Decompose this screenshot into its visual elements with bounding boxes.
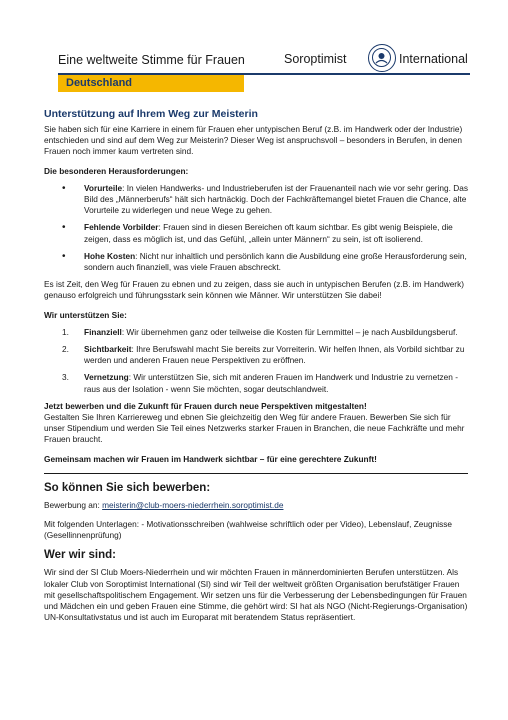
org-name-left: Soroptimist bbox=[284, 52, 347, 66]
item-label: Hohe Kosten bbox=[84, 250, 136, 261]
about-text: Wir sind der SI Club Moers-Niederrhein und wir möchten Frauen in männerdominierten Berufen unterstützen. Als lokaler Club von Soroptimist International (SI) sind wir Teil der weltweit größten Organisation berufstätiger Frauen mit gesellschaftspolitischem Engagement. Wir setzen uns für die Verbesserung der Lebensbedingungen für Frauen und Mädchen ein und geben Frauen eine Stimme, die gehört wird: SI hat als NGO (Nicht-Regierungs-Organisation) UN-Konsultativstatus und ist auch im Europarat mit beratendem Status repräsentiert. bbox=[44, 567, 468, 623]
email-link[interactable]: meisterin@club-moers-niederrhein.soroptimist.de bbox=[102, 499, 284, 510]
item-label: Finanziell bbox=[84, 326, 122, 337]
support-list bbox=[44, 327, 468, 395]
list-item bbox=[44, 372, 468, 394]
item-label: Vernetzung bbox=[84, 372, 129, 383]
item-text: : Wir übernehmen ganz oder teilweise die Kosten für Lernmittel – je nach Ausbildungsberuf. bbox=[121, 326, 458, 337]
letterhead bbox=[40, 40, 470, 92]
item-label: Fehlende Vorbilder bbox=[84, 222, 159, 233]
list-item bbox=[44, 222, 468, 244]
challenges-list bbox=[44, 183, 468, 273]
section-divider bbox=[44, 473, 468, 474]
email-label: Bewerbung an: bbox=[44, 499, 103, 510]
tagline: Eine weltweite Stimme für Frauen bbox=[58, 53, 245, 67]
country-banner: Deutschland bbox=[58, 75, 244, 92]
item-number: 1. bbox=[62, 326, 69, 337]
item-text: : Wir unterstützen Sie, sich mit anderen Frauen im Handwerk und Industrie zu vernetzen - raus aus der Isolation - wenn Sie möchten, sogar deutschlandweit. bbox=[84, 372, 458, 394]
item-label: Vorurteile bbox=[84, 182, 123, 193]
list-item bbox=[44, 344, 468, 366]
about-heading: Wer wir sind: bbox=[44, 549, 116, 562]
item-number: 2. bbox=[62, 344, 69, 355]
list-item bbox=[44, 183, 468, 217]
apply-now-heading: Jetzt bewerben und die Zukunft für Frauen durch neue Perspektiven mitgestalten! bbox=[44, 400, 367, 411]
org-name-right: International bbox=[399, 52, 468, 66]
item-text: : Ihre Berufswahl macht Sie bereits zur Vorreiterin. Wir helfen Ihnen, als Vorbild sichtbar zu werden und anderen Frauen neue Perspektiven zu eröffnen. bbox=[84, 344, 465, 366]
soroptimist-seal-icon bbox=[368, 44, 396, 72]
item-text: : Nicht nur inhaltlich und persönlich kann die Ausbildung eine große Herausforderung sein, sondern auch finanziell, was viele Frauen abschreckt. bbox=[84, 250, 467, 273]
list-item bbox=[44, 327, 468, 338]
intro-text: Sie haben sich für eine Karriere in einem für Frauen eher untypischen Beruf (z.B. im Handwerk oder der Industrie) entschieden und sind auf dem Weg zur Meisterin? Dieser Weg ist anspruchsvoll – besonders in Berufen, in denen Frauen noch immer kaum vertreten sind. bbox=[44, 124, 463, 157]
apply-heading: So können Sie sich bewerben: bbox=[44, 481, 211, 494]
email-line bbox=[44, 500, 468, 511]
page-title: Unterstützung auf Ihrem Weg zur Meisterin bbox=[44, 108, 258, 120]
item-text: : Frauen sind in diesen Bereichen oft kaum sichtbar. Es gibt wenig Beispiele, die zeigen, dass es möglich ist, und das Gefühl, „allein unter Männern“ zu sein, ist oft isolierend. bbox=[84, 222, 453, 244]
document-body bbox=[44, 108, 468, 624]
item-text: : In vielen Handwerks- und Industrieberufen ist der Frauenanteil nach wie vor sehr gering. Das Bild des „Männerberufs“ hält sich hartnäckig. Doch der Fachkräftemangel bietet Frauen die Chance, alte Vorurteile zu widerlegen und neue Wege zu gehen. bbox=[84, 182, 469, 216]
support-heading: Wir unterstützen Sie: bbox=[44, 309, 127, 320]
closing-statement: Gemeinsam machen wir Frauen im Handwerk sichtbar – für eine gerechtere Zukunft! bbox=[44, 453, 377, 464]
documents-text: Mit folgenden Unterlagen: - Motivationsschreiben (wahlweise schriftlich oder per Video), Lebenslauf, Zeugnisse (Gesellinnenprüfung) bbox=[44, 519, 452, 541]
challenges-heading: Die besonderen Herausforderungen: bbox=[44, 165, 189, 176]
item-label: Sichtbarkeit bbox=[84, 344, 132, 355]
apply-now-text: Gestalten Sie Ihren Karriereweg und ebnen Sie gleichzeitig den Weg für andere Frauen. Bewerben Sie sich für unser Stipendium und werden Sie Teil eines Netzwerks starker Frauen in Branchen, die neue Fachkräfte und mehr Frauen braucht. bbox=[44, 412, 465, 445]
middle-text: Es ist Zeit, den Weg für Frauen zu ebnen und zu zeigen, dass sie auch in untypischen Berufen (z.B. im Handwerk) genauso erfolgreich und führungsstark sein können wie Männer. Wir unterstützen Sie dabei! bbox=[44, 279, 464, 301]
item-number: 3. bbox=[62, 372, 69, 383]
list-item bbox=[44, 251, 468, 273]
